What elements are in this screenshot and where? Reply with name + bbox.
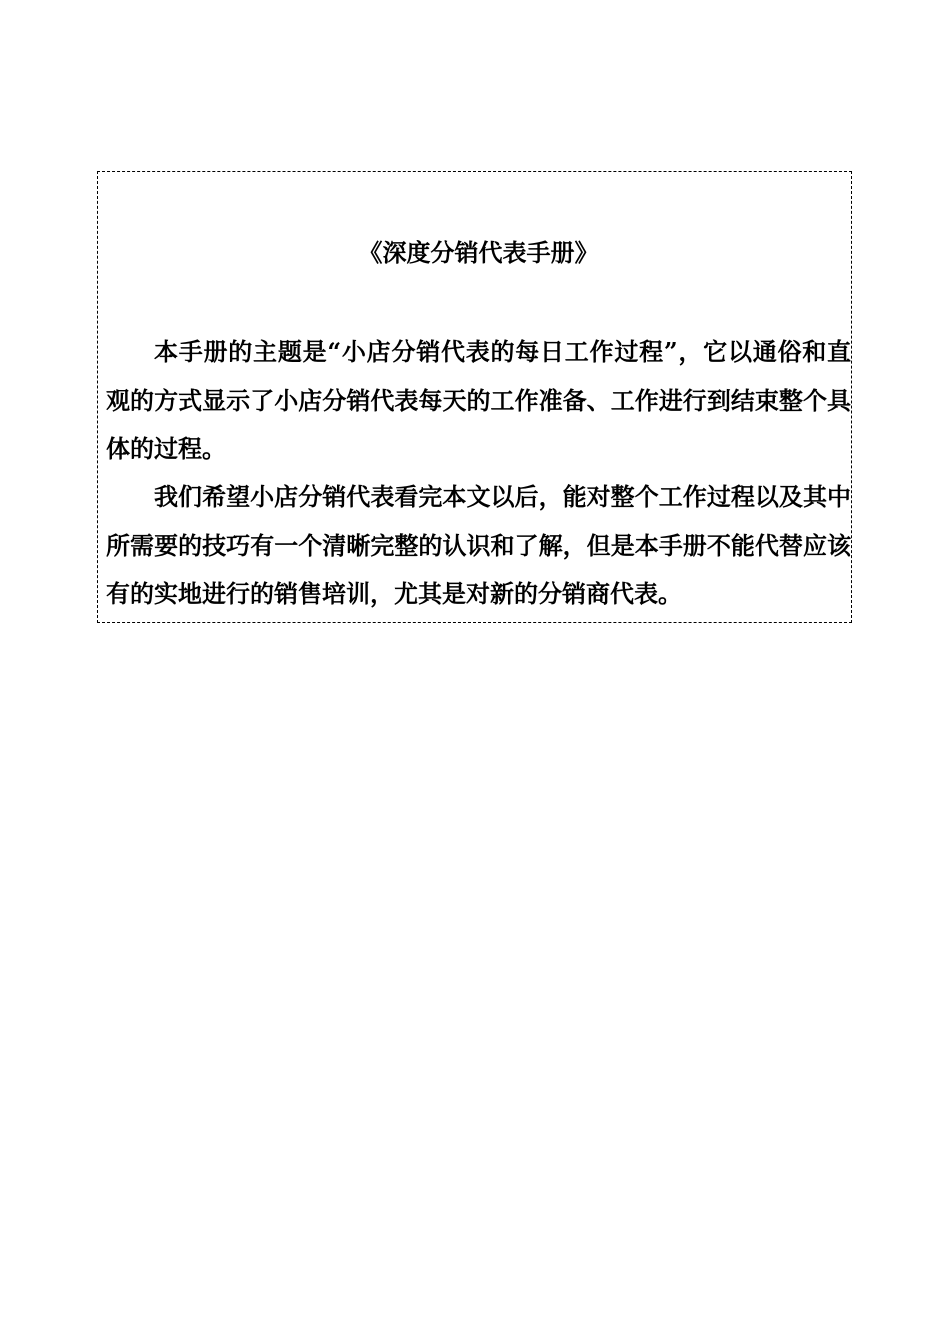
paragraph-intro: 本手册的主题是“小店分销代表的每日工作过程”，它以通俗和直观的方式显示了小店分销代表每天的工作准备、工作进行到结束整个具体的过程。 — [106, 337, 851, 463]
document-title: 《深度分销代表手册》 — [358, 239, 599, 267]
dashed-text-frame — [97, 171, 852, 623]
paragraph-purpose: 我们希望小店分销代表看完本文以后，能对整个工作过程以及其中所需要的技巧有一个清晰完整的认识和了解，但是本手册不能代替应该有的实地进行的销售培训，尤其是对新的分销商代表。 — [106, 482, 851, 608]
